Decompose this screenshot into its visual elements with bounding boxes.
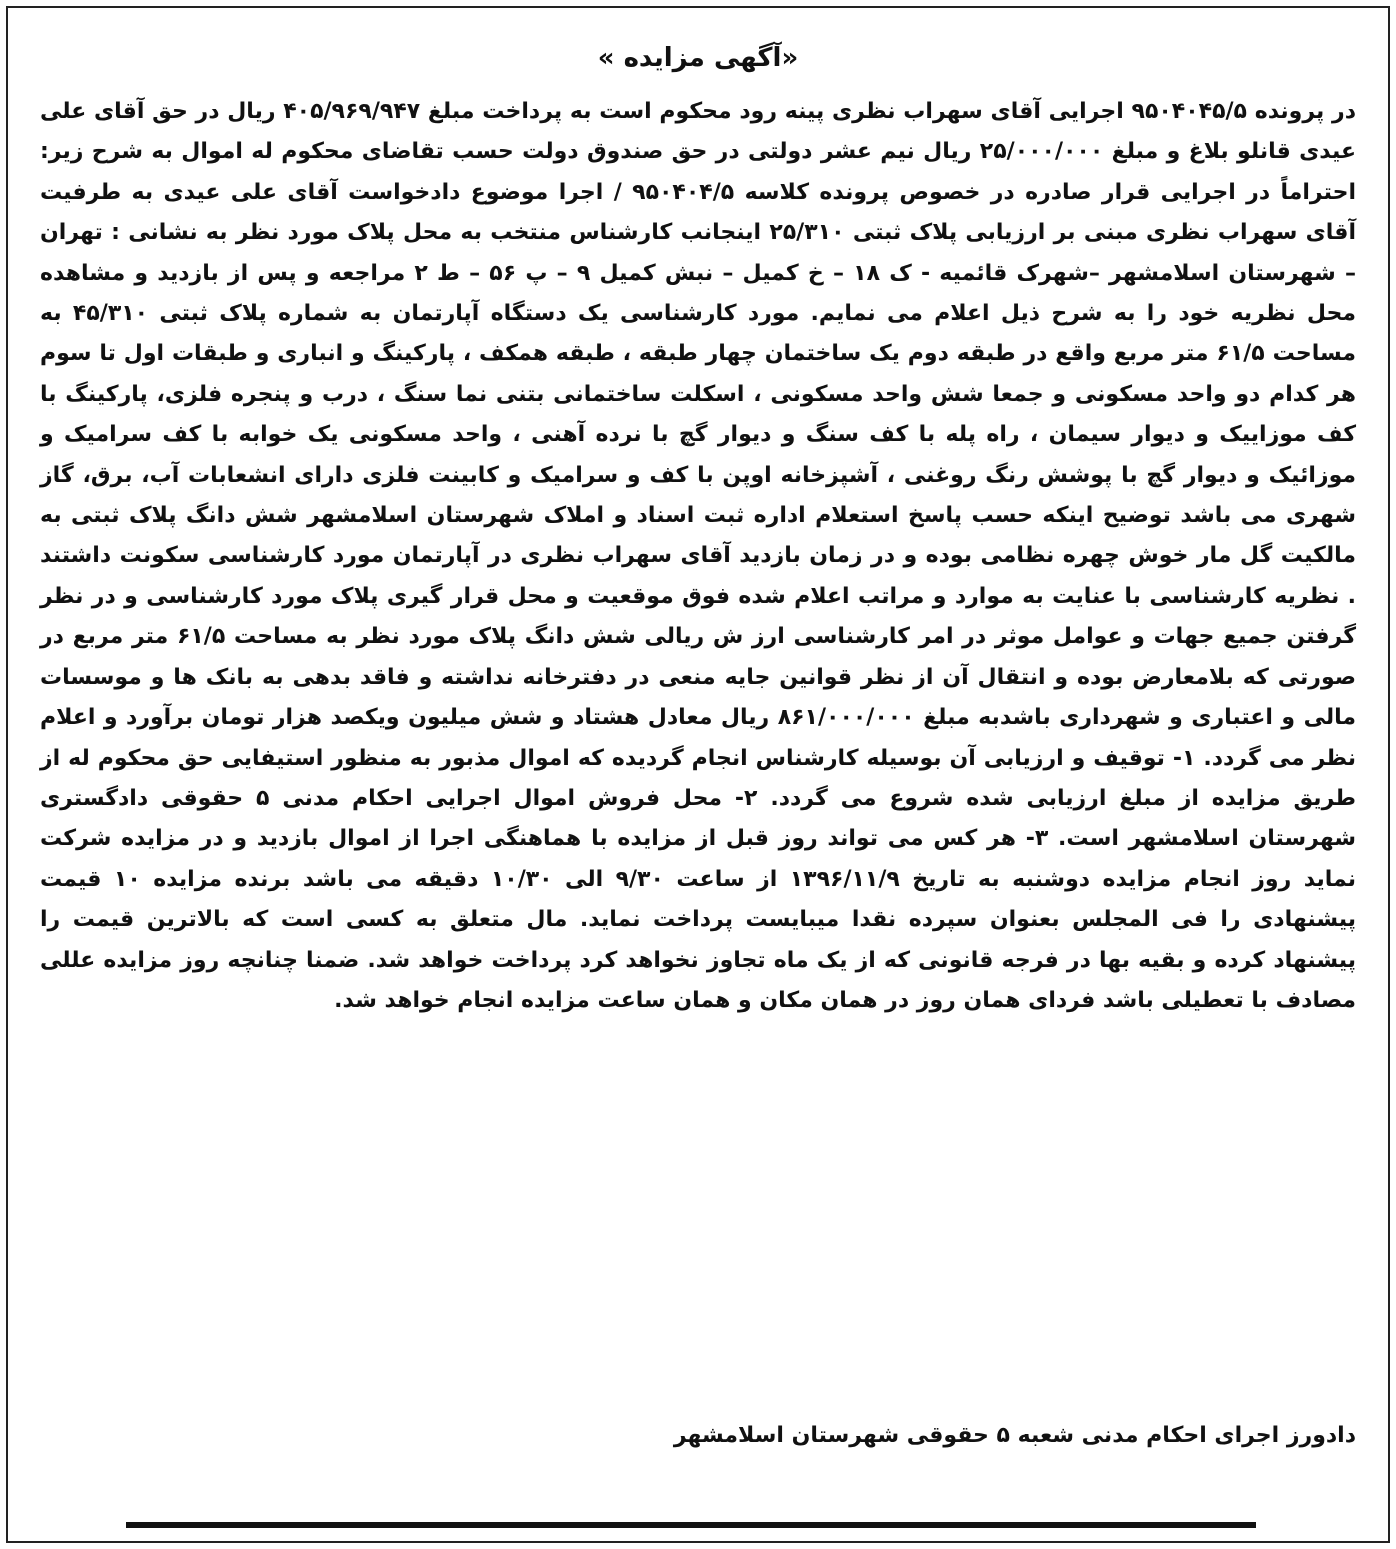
notice-body-paragraph: در پرونده ۹۵۰۴۰۴۵/۵ اجرایی آقای سهراب نظری پینه رود محکوم است به پرداخت مبلغ ۴۰۵/۹۶۹/۹۴۷ ریال در حق آقای علی عیدی قانلو بلاغ و مبلغ ۲۵/۰۰۰/۰۰۰ ریال نیم عشر دولتی در حق صندوق دولت حسب تقاضای محکوم له اموال به شرح زیر: احتراماً در اجرایی قرار صادره در خصوص پرونده کلاسه ۹۵۰۴۰۴/۵ / اجرا موضوع دادخواست آقای علی عیدی به طرفیت آقای سهراب نظری مبنی بر ارزیابی پلاک ثبتی ۲۵/۳۱۰ اینجانب کارشناس منتخب به محل پلاک مورد نظر به نشانی : تهران – شهرستان اسلامشهر –شهرک قائمیه - ک ۱۸ – خ کمیل – نبش کمیل ۹ – پ ۵۶ – ط ۲ مراجعه و پس از بازدید و مشاهده محل نظریه خود را به شرح ذیل اعلام می نمایم. مورد کارشناسی یک دستگاه آپارتمان به شماره پلاک ثبتی ۴۵/۳۱۰ به مساحت ۶۱/۵ متر مربع واقع در طبقه دوم یک ساختمان چهار طبقه ، طبقه همکف ، پارکینگ و انباری و طبقات اول تا سوم هر کدام دو واحد مسکونی و جمعا شش واحد مسکونی ، اسکلت ساختمانی بتنی نما سنگ ، درب و پنجره فلزی، پارکینگ با کف موزاییک و دیوار سیمان ، راه پله با کف سنگ و دیوار گچ با نرده آهنی ، واحد مسکونی یک خوابه با کف سرامیک و موزائیک و دیوار گچ با پوشش رنگ روغنی ، آشپزخانه اوپن با کف و سرامیک و کابینت فلزی دارای انشعابات آب، برق، گاز شهری می باشد توضیح اینکه حسب پاسخ استعلام اداره ثبت اسناد و املاک شهرستان اسلامشهر شش دانگ پلاک ثبتی به مالکیت گل مار خوش چهره نظامی بوده و در زمان بازدید آقای سهراب نظری در آپارتمان مورد کارشناسی سکونت داشتند . نظریه کارشناسی با عنایت به موارد و مراتب اعلام شده فوق موقعیت و محل قرار گیری پلاک مورد کارشناسی و در نظر گرفتن جمیع جهات و عوامل موثر در امر کارشناسی ارز ش ریالی شش دانگ پلاک مورد نظر به مساحت ۶۱/۵ متر مربع در صورتی که بلامعارض بوده و انتقال آن از نظر قوانین جایه منعی در دفترخانه نداشته و فاقد بدهی به بانک ها و موسسات مالی و اعتباری و شهرداری باشدبه مبلغ ۸۶۱/۰۰۰/۰۰۰ ریال معادل هشتاد و شش میلیون ویکصد هزار تومان برآورد و اعلام نظر می گردد. ۱- توقیف و ارزیابی آن بوسیله کارشناس انجام گردیده که اموال مذبور به منظور استیفایی حق محکوم له از طریق مزایده از مبلغ ارزیابی شده شروع می گردد. ۲- محل فروش اموال اجرایی احکام مدنی ۵ حقوقی دادگستری شهرستان اسلامشهر است. ۳- هر کس می تواند روز قبل از مزایده با هماهنگی اجرا از اموال بازدید و در مزایده شرکت نماید روز انجام مزایده دوشنبه به تاریخ ۱۳۹۶/۱۱/۹ از ساعت ۹/۳۰ الی ۱۰/۳۰ دقیقه می باشد برنده مزایده ۱۰ قیمت پیشنهادی را فی المجلس بعنوان سپرده نقدا میبایست پرداخت نماید. مال متعلق به کسی است که بالاترین قیمت را پیشنهاد کرده و بقیه بها در فرجه قانونی که از یک ماه تجاوز نخواهد کرد پرداخت خواهد شد. ضمنا چنانچه روز مزایده عللی مصادف با تعطیلی باشد فردای همان روز در همان مکان و همان ساعت مزایده انجام خواهد شد. [40,99,1357,1013]
bottom-rule [126,1522,1256,1528]
notice-signature: دادورز اجرای احکام مدنی شعبه ۵ حقوقی شهرستان اسلامشهر [673,1423,1356,1448]
notice-body [40,92,1356,1021]
notice-title: «آگهی مزایده » [597,43,799,73]
